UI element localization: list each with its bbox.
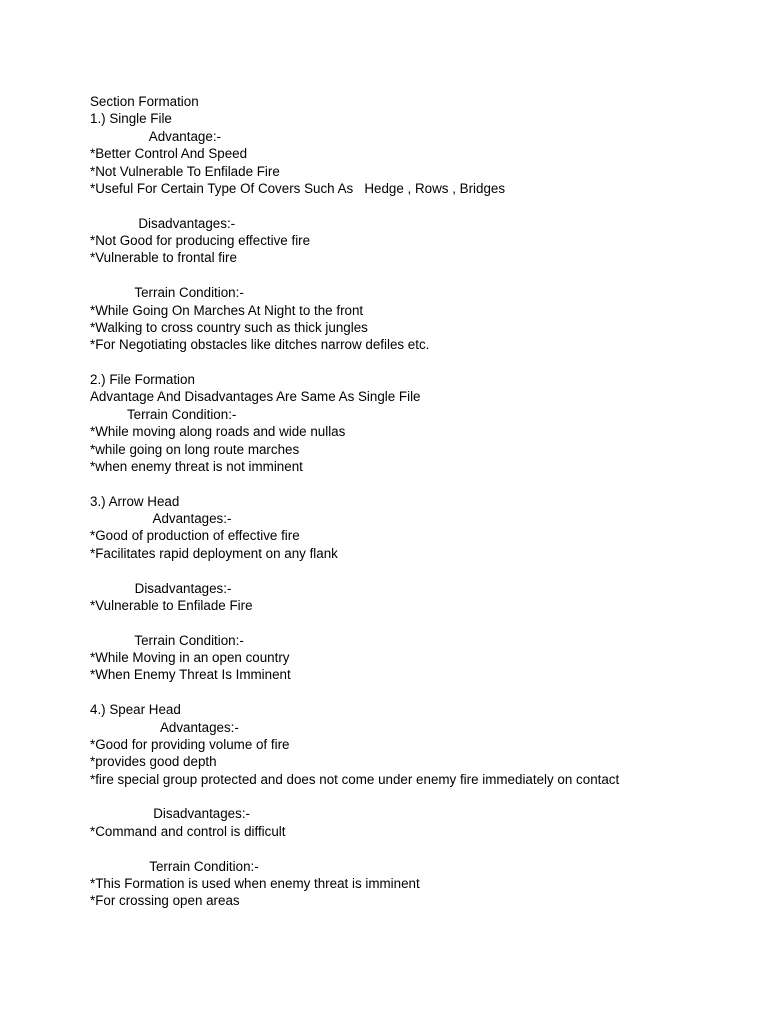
- bullet-line: *Command and control is difficult: [90, 823, 286, 839]
- bullet-line: *Vulnerable to frontal fire: [90, 250, 237, 266]
- bullet-line: *While Going On Marches At Night to the front: [90, 302, 364, 318]
- bullet-line: *when enemy threat is not imminent: [90, 458, 303, 474]
- bullet-line: *Useful For Certain Type Of Covers Such As Hedge , Rows , Bridges: [90, 180, 506, 196]
- subsection-heading: Disadvantages:-: [90, 806, 251, 822]
- subsection-heading: Advantages:-: [90, 511, 232, 526]
- blank-line: [90, 684, 750, 701]
- bullet-line: *Vulnerable to Enfilade Fire: [90, 597, 253, 613]
- blank-line: [90, 840, 750, 857]
- blank-line: [90, 354, 750, 371]
- bullet-line: *Walking to cross country such as thick jungles: [90, 319, 368, 335]
- bullet-line: *Good for providing volume of fire: [90, 736, 290, 752]
- bullet-line: *When Enemy Threat Is Imminent: [90, 667, 291, 683]
- bullet-line: *while going on long route marches: [90, 441, 300, 457]
- subsection-heading: Advantages:-: [90, 719, 239, 735]
- bullet-line: *provides good depth: [90, 754, 217, 770]
- bullet-line: *Facilitates rapid deployment on any flank: [90, 545, 338, 561]
- subsection-heading: Disadvantages:-: [90, 580, 232, 596]
- bullet-line: *Good of production of effective fire: [90, 528, 300, 544]
- blank-line: [90, 475, 750, 492]
- subsection-heading: Terrain Condition:-: [90, 406, 237, 422]
- document-title: Section Formation: [90, 94, 199, 109]
- bullet-line: *While Moving in an open country: [90, 650, 290, 665]
- bullet-line: *Better Control And Speed: [90, 146, 248, 162]
- blank-line: [90, 562, 750, 579]
- subsection-heading: Terrain Condition:-: [90, 858, 259, 874]
- bullet-line: *Not Vulnerable To Enfilade Fire: [90, 163, 280, 179]
- bullet-line: *While moving along roads and wide nullas: [90, 424, 346, 440]
- formation-heading: 3.) Arrow Head: [90, 493, 180, 509]
- blank-line: [90, 614, 750, 631]
- subsection-heading: Terrain Condition:-: [90, 632, 244, 648]
- blank-line: [90, 267, 750, 284]
- subsection-heading: Disadvantages:-: [90, 215, 236, 231]
- formation-heading: 1.) Single File: [90, 111, 172, 127]
- subsection-heading: Advantage:-: [90, 128, 221, 144]
- bullet-line: *This Formation is used when enemy threat is imminent: [90, 875, 420, 891]
- blank-line: [90, 788, 750, 805]
- bullet-line: *Not Good for producing effective fire: [90, 233, 311, 248]
- bullet-line: *For Negotiating obstacles like ditches narrow defiles etc.: [90, 337, 430, 353]
- document-body: [90, 93, 750, 910]
- bullet-line: *For crossing open areas: [90, 893, 240, 909]
- blank-line: [90, 197, 750, 214]
- formation-heading: 2.) File Formation: [90, 372, 195, 387]
- subsection-heading: Terrain Condition:-: [90, 285, 244, 301]
- text-line: Advantage And Disadvantages Are Same As Single File: [90, 389, 421, 405]
- formation-heading: 4.) Spear Head: [90, 702, 181, 718]
- bullet-line: *fire special group protected and does not come under enemy fire immediately on contact: [90, 771, 620, 787]
